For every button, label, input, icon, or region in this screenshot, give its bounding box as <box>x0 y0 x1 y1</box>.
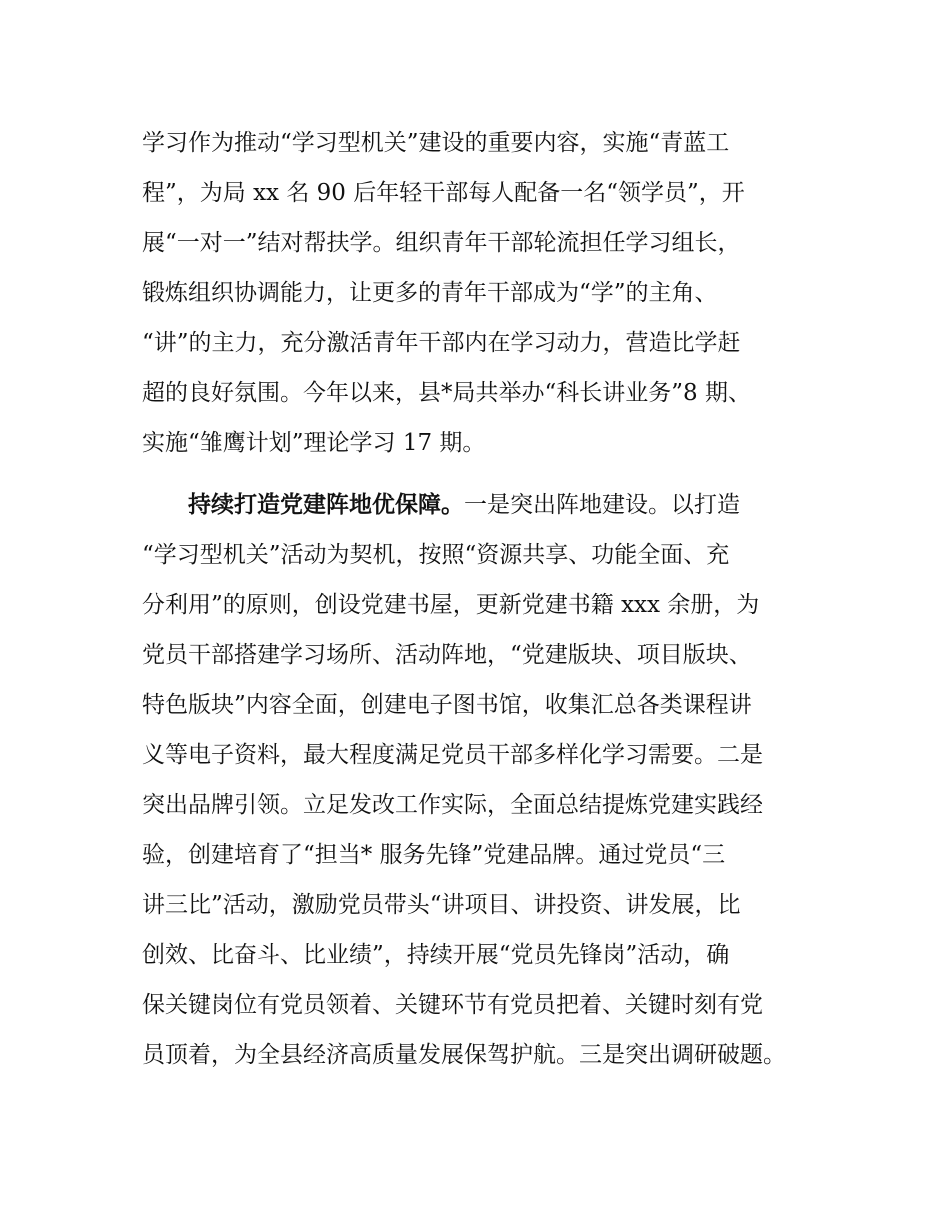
text-line: 分利用”的原则，创设党建书屋，更新党建书籍 xxx 余册，为 <box>142 592 760 618</box>
text-line: 义等电子资料，最大程度满足党员干部多样化学习需要。二是 <box>142 742 763 768</box>
paragraph-first-line-text: 一是突出阵地建设。以打造 <box>464 492 740 518</box>
text-line: 特色版块”内容全面，创建电子图书馆，收集汇总各类课程讲 <box>142 692 752 718</box>
text-line: 锻炼组织协调能力，让更多的青年干部成为“学”的主角、 <box>142 280 718 306</box>
text-line: 程”，为局 xx 名 90 后年轻干部每人配备一名“领学员”，开 <box>142 180 745 206</box>
text-line: 突出品牌引领。立足发改工作实际，全面总结提炼党建实践经 <box>142 792 763 818</box>
text-line: “讲”的主力，充分激活青年干部内在学习动力，营造比学赶 <box>142 330 741 356</box>
text-line-first <box>188 490 740 520</box>
text-line: 实施“雏鹰计划”理论学习 17 期。 <box>142 430 486 456</box>
text-line: 展“一对一”结对帮扶学。组织青年干部轮流担任学习组长， <box>142 230 741 256</box>
text-line: 讲三比”活动，激励党员带头“讲项目、讲投资、讲发展，比 <box>142 892 741 918</box>
text-line: “学习型机关”活动为契机，按照“资源共享、功能全面、充 <box>142 542 730 568</box>
paragraph-heading: 持续打造党建阵地优保障。 <box>188 492 464 518</box>
text-line: 超的良好氛围。今年以来，县*局共举办“科长讲业务”8 期、 <box>142 380 751 406</box>
text-line: 保关键岗位有党员领着、关键环节有党员把着、关键时刻有党 <box>142 992 763 1018</box>
text-line: 验，创建培育了“担当* 服务先锋”党建品牌。通过党员“三 <box>142 842 726 868</box>
text-line: 党员干部搭建学习场所、活动阵地，“党建版块、项目版块、 <box>142 642 752 668</box>
text-line: 学习作为推动“学习型机关”建设的重要内容，实施“青蓝工 <box>142 130 730 156</box>
text-line: 创效、比奋斗、比业绩”，持续开展“党员先锋岗”活动，确 <box>142 942 730 968</box>
text-line: 员顶着，为全县经济高质量发展保驾护航。三是突出调研破题。 <box>142 1042 786 1068</box>
